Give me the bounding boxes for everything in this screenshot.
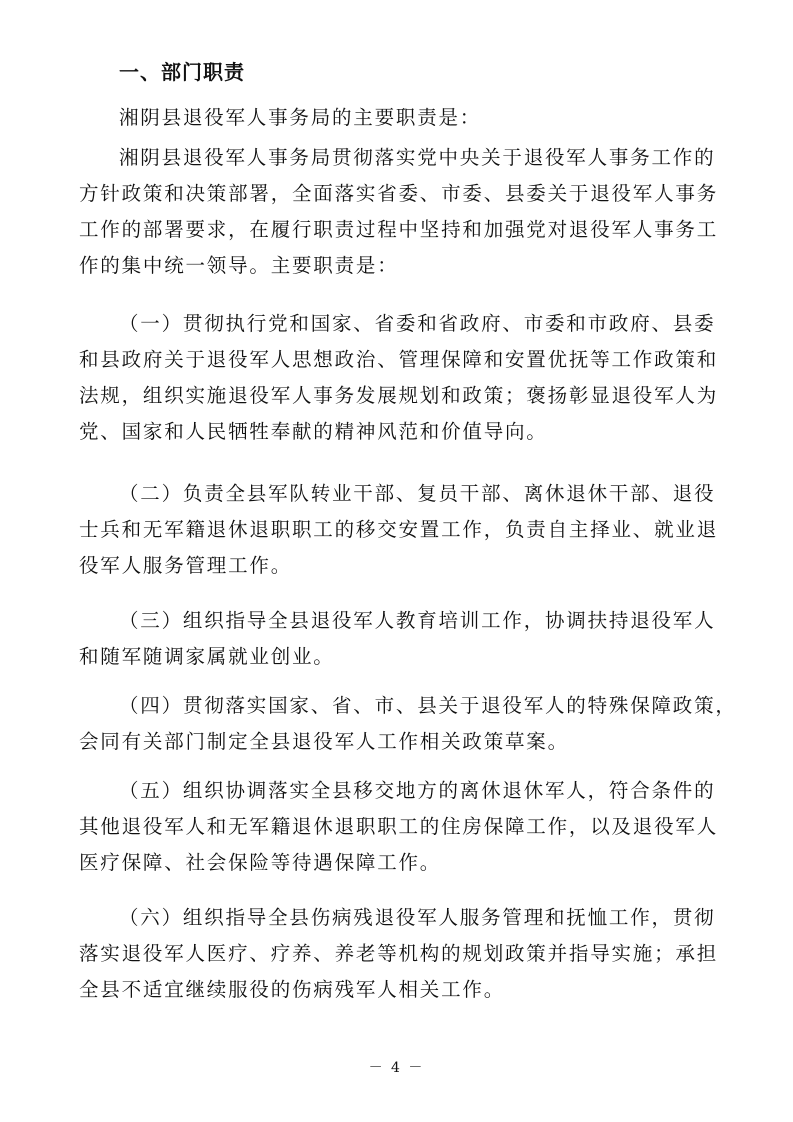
paragraph-line: 全县不适宜继续服役的伤病残军人相关工作。 (79, 978, 506, 1001)
paragraph-line: （六）组织指导全县伤病残退役军人服务管理和抚恤工作，贯彻 (119, 906, 716, 929)
paragraph-line: 和县政府关于退役军人思想政治、管理保障和安置优抚等工作政策和 (79, 348, 719, 371)
paragraph-line: 其他退役军人和无军籍退休退职职工的住房保障工作，以及退役军人 (79, 815, 719, 838)
paragraph-duty-5 (79, 773, 719, 881)
paragraph-line: 和随军随调家属就业创业。 (79, 645, 335, 668)
paragraph-line: 方针政策和决策部署，全面落实省委、市委、县委关于退役军人事务 (79, 182, 719, 205)
paragraph-line: （一）贯彻执行党和国家、省委和省政府、市委和市政府、县委 (119, 312, 716, 335)
paragraph-line: 法规，组织实施退役军人事务发展规划和政策；褒扬彰显退役军人为 (79, 384, 719, 407)
paragraph-line: 工作的部署要求，在履行职责过程中坚持和加强党对退役军人事务工 (79, 218, 719, 241)
paragraph-line: （四）贯彻落实国家、省、市、县关于退役军人的特殊保障政策， (119, 694, 737, 717)
paragraph-line: （五）组织协调落实全县移交地方的离休退休军人，符合条件的 (119, 779, 716, 802)
paragraph-line: 党、国家和人民牺牲奉献的精神风范和价值导向。 (79, 420, 548, 443)
paragraph-line: 湘阴县退役军人事务局贯彻落实党中央关于退役军人事务工作的 (119, 146, 716, 169)
paragraph-duty-2 (79, 476, 719, 584)
section-heading: 一、部门职责 (119, 60, 245, 84)
paragraph-duty-6 (79, 900, 719, 1008)
paragraph-line: 士兵和无军籍退休退职职工的移交安置工作，负责自主择业、就业退 (79, 518, 719, 541)
paragraph-line: 役军人服务管理工作。 (79, 554, 293, 577)
paragraph-overview (79, 140, 719, 284)
paragraph-duty-1 (79, 306, 719, 450)
paragraph-duty-3 (79, 603, 719, 675)
paragraph-line: 落实退役军人医疗、疗养、养老等机构的规划政策并指导实施；承担 (79, 942, 719, 965)
paragraph-line: （三）组织指导全县退役军人教育培训工作，协调扶持退役军人 (119, 609, 716, 632)
paragraph-line: 湘阴县退役军人事务局的主要职责是： (119, 106, 482, 129)
paragraph-line: （二）负责全县军队转业干部、复员干部、离休退休干部、退役 (119, 482, 716, 505)
paragraph-intro (119, 100, 719, 136)
paragraph-duty-4 (79, 688, 737, 760)
paragraph-line: 会同有关部门制定全县退役军人工作相关政策草案。 (79, 730, 569, 753)
page-number: － 4 － (368, 1060, 425, 1076)
paragraph-line: 作的集中统一领导。主要职责是： (79, 254, 399, 277)
paragraph-line: 医疗保障、社会保险等待遇保障工作。 (79, 851, 442, 874)
